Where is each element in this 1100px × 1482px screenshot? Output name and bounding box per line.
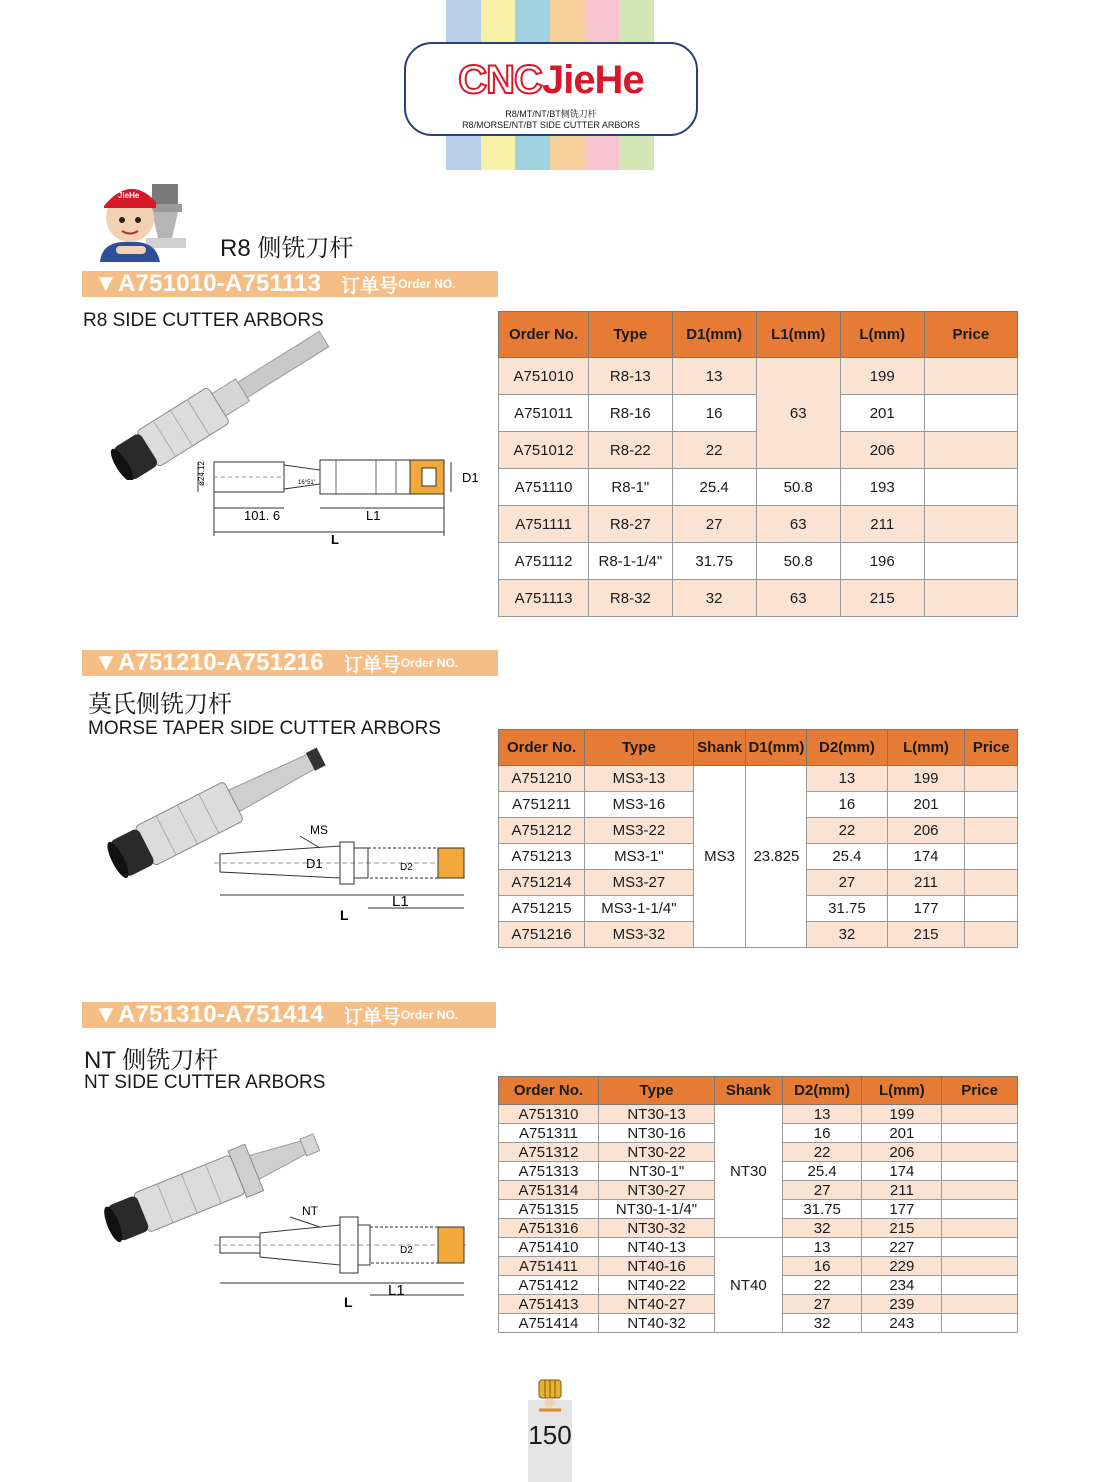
brand-cnc: CNC — [458, 58, 542, 102]
cell-type: MS3-1" — [585, 844, 694, 870]
cell-price — [924, 506, 1017, 543]
cell-price — [942, 1219, 1018, 1238]
cell-type: NT40-32 — [598, 1314, 714, 1333]
cell-shank-nt40: NT40 — [715, 1238, 783, 1333]
cell-d1: 31.75 — [672, 543, 756, 580]
morse-spec-table — [498, 729, 1018, 948]
cell-price — [942, 1124, 1018, 1143]
col-price: Price — [965, 730, 1018, 766]
morse-d2-label: D2 — [400, 862, 413, 873]
r8-dim-a-label: 101. 6 — [244, 508, 281, 523]
cell-d2: 27 — [807, 870, 887, 896]
table-row — [499, 469, 1018, 506]
cell-price — [965, 896, 1018, 922]
cell-price — [942, 1295, 1018, 1314]
col-order-no: Order No. — [499, 312, 589, 358]
table-row — [499, 580, 1018, 617]
section2-code-range: ▼A751210-A751216 — [94, 649, 324, 676]
cell-shank-merged: MS3 — [693, 766, 746, 948]
cell-order-no: A751216 — [499, 922, 585, 948]
cell-type: R8-32 — [589, 580, 672, 617]
cell-price — [924, 543, 1017, 580]
header-subtitle-en: R8/MORSE/NT/BT SIDE CUTTER ARBORS — [462, 120, 640, 130]
header-subtitle-cn: R8/MT/NT/BT侧铣刀杆 — [505, 109, 597, 119]
cell-l: 215 — [862, 1219, 942, 1238]
col-type: Type — [598, 1077, 714, 1105]
cell-order-no: A751414 — [499, 1314, 599, 1333]
cell-price — [942, 1181, 1018, 1200]
cell-order-no: A751211 — [499, 792, 585, 818]
nt-spec-table — [498, 1076, 1018, 1333]
morse-ms-label: MS — [310, 823, 328, 837]
section2-order-band — [82, 650, 498, 676]
col-price: Price — [924, 312, 1017, 358]
cell-l: 193 — [840, 469, 924, 506]
col-order-no: Order No. — [499, 1077, 599, 1105]
section2-title-cn: 莫氏侧铣刀杆 — [88, 691, 232, 718]
cell-type: MS3-16 — [585, 792, 694, 818]
cell-l: 227 — [862, 1238, 942, 1257]
col-shank: Shank — [715, 1077, 783, 1105]
cell-l: 211 — [862, 1181, 942, 1200]
cell-l: 174 — [862, 1162, 942, 1181]
cell-order-no: A751213 — [499, 844, 585, 870]
cell-l: 196 — [840, 543, 924, 580]
cell-type: NT30-1" — [598, 1162, 714, 1181]
section1-order-cn: 订单号 — [341, 275, 399, 297]
cell-l: 239 — [862, 1295, 942, 1314]
cell-type: NT40-22 — [598, 1276, 714, 1295]
cell-l: 199 — [840, 358, 924, 395]
cell-type: NT30-13 — [598, 1105, 714, 1124]
cell-price — [924, 580, 1017, 617]
table-row — [499, 1105, 1018, 1124]
cell-order-no: A751315 — [499, 1200, 599, 1219]
cell-l1: 63 — [756, 580, 840, 617]
section3-order-en: Order NO. — [400, 1008, 459, 1022]
cell-d2: 22 — [782, 1143, 862, 1162]
cell-l: 199 — [887, 766, 965, 792]
cell-d2: 13 — [807, 766, 887, 792]
cell-price — [924, 358, 1017, 395]
col-type: Type — [585, 730, 694, 766]
section3-code-range: ▼A751310-A751414 — [94, 1001, 324, 1028]
brand-jiehe: JieHe — [541, 58, 644, 102]
cell-order-no: A751010 — [499, 358, 589, 395]
cell-order-no: A751215 — [499, 896, 585, 922]
cell-price — [965, 922, 1018, 948]
cell-l: 215 — [887, 922, 965, 948]
cell-price — [924, 395, 1017, 432]
r8-angle-label: 16°51' — [298, 480, 315, 486]
cell-price — [942, 1238, 1018, 1257]
col-price: Price — [942, 1077, 1018, 1105]
table-row — [499, 506, 1018, 543]
morse-l-label: L — [340, 907, 349, 923]
cell-type: NT40-16 — [598, 1257, 714, 1276]
cell-type: MS3-32 — [585, 922, 694, 948]
cell-d1: 27 — [672, 506, 756, 543]
cell-order-no: A751012 — [499, 432, 589, 469]
section2-order-en: Order NO. — [400, 656, 459, 670]
nt-l1-label: L1 — [388, 1282, 405, 1299]
col-l1: L1(mm) — [756, 312, 840, 358]
cell-type: MS3-13 — [585, 766, 694, 792]
cell-order-no: A751411 — [499, 1257, 599, 1276]
r8-d1-label: D1 — [462, 470, 479, 485]
cell-price — [942, 1162, 1018, 1181]
col-d2: D2(mm) — [807, 730, 887, 766]
cell-l: 206 — [887, 818, 965, 844]
cell-d1: 22 — [672, 432, 756, 469]
col-d1: D1(mm) — [672, 312, 756, 358]
cell-d2: 13 — [782, 1105, 862, 1124]
col-l: L(mm) — [840, 312, 924, 358]
morse-dimension-drawing — [210, 820, 480, 930]
section1-code-range: ▼A751010-A751113 — [94, 270, 322, 297]
page-number: 150 — [528, 1420, 572, 1450]
col-order-no: Order No. — [499, 730, 585, 766]
cell-d2: 25.4 — [807, 844, 887, 870]
r8-l1-label: L1 — [366, 508, 381, 523]
cell-d2: 31.75 — [807, 896, 887, 922]
brand-logo — [404, 58, 698, 103]
cell-d2: 16 — [782, 1257, 862, 1276]
cell-d1: 13 — [672, 358, 756, 395]
cell-l: 243 — [862, 1314, 942, 1333]
cell-order-no: A751011 — [499, 395, 589, 432]
cell-type: NT30-27 — [598, 1181, 714, 1200]
cell-type: MS3-27 — [585, 870, 694, 896]
mascot-illustration — [92, 176, 200, 262]
col-d1: D1(mm) — [746, 730, 807, 766]
cell-price — [965, 870, 1018, 896]
cell-order-no: A751314 — [499, 1181, 599, 1200]
table-row — [499, 766, 1018, 792]
cell-d2: 25.4 — [782, 1162, 862, 1181]
cell-type: R8-22 — [589, 432, 672, 469]
cell-type: R8-1-1/4" — [589, 543, 672, 580]
cell-price — [942, 1105, 1018, 1124]
cell-type: R8-27 — [589, 506, 672, 543]
cell-l: 201 — [840, 395, 924, 432]
cell-price — [965, 766, 1018, 792]
morse-l1-label: L1 — [392, 893, 409, 910]
cell-d2: 32 — [807, 922, 887, 948]
cell-order-no: A751210 — [499, 766, 585, 792]
table-row — [499, 543, 1018, 580]
section2-title-en: MORSE TAPER SIDE CUTTER ARBORS — [88, 718, 441, 739]
section1-title-en: R8 SIDE CUTTER ARBORS — [83, 310, 324, 331]
r8-l-label: L — [331, 532, 339, 547]
nt-dimension-drawing — [210, 1195, 480, 1310]
col-l: L(mm) — [887, 730, 965, 766]
cell-d2: 22 — [782, 1276, 862, 1295]
cell-l: 201 — [862, 1124, 942, 1143]
cell-order-no: A751313 — [499, 1162, 599, 1181]
cell-d2: 16 — [782, 1124, 862, 1143]
cell-l1: 63 — [756, 506, 840, 543]
cell-order-no: A751312 — [499, 1143, 599, 1162]
r8-spec-table — [498, 311, 1018, 617]
table-header-row — [499, 312, 1018, 358]
cell-l: 215 — [840, 580, 924, 617]
cell-price — [924, 432, 1017, 469]
nt-d2-label: D2 — [400, 1245, 413, 1256]
cell-order-no: A751316 — [499, 1219, 599, 1238]
cell-price — [942, 1200, 1018, 1219]
cell-price — [965, 818, 1018, 844]
cell-d2: 27 — [782, 1295, 862, 1314]
r8-dia-label: ø24.12 — [197, 461, 206, 486]
cell-l: 229 — [862, 1257, 942, 1276]
cell-d2: 27 — [782, 1181, 862, 1200]
section3-order-cn: 订单号 — [343, 1006, 401, 1028]
cell-type: NT40-27 — [598, 1295, 714, 1314]
cell-price — [924, 469, 1017, 506]
mascot-cap-text: JieHe — [118, 191, 140, 200]
col-type: Type — [589, 312, 672, 358]
cell-order-no: A751113 — [499, 580, 589, 617]
section3-order-band — [82, 1002, 496, 1028]
cell-l: 177 — [887, 896, 965, 922]
cell-l: 174 — [887, 844, 965, 870]
cell-type: R8-13 — [589, 358, 672, 395]
cell-order-no: A751410 — [499, 1238, 599, 1257]
col-shank: Shank — [693, 730, 746, 766]
nt-nt-label: NT — [302, 1204, 318, 1218]
nt-l-label: L — [344, 1294, 353, 1310]
cell-l: 201 — [887, 792, 965, 818]
cell-d2: 22 — [807, 818, 887, 844]
section1-order-band — [82, 271, 498, 297]
cell-l: 211 — [887, 870, 965, 896]
col-l: L(mm) — [862, 1077, 942, 1105]
cell-type: NT30-1-1/4" — [598, 1200, 714, 1219]
cell-price — [942, 1143, 1018, 1162]
cell-price — [942, 1276, 1018, 1295]
section1-title-cn: R8 侧铣刀杆 — [220, 235, 354, 262]
table-header-row — [499, 730, 1018, 766]
cell-type: NT30-32 — [598, 1219, 714, 1238]
cell-l: 211 — [840, 506, 924, 543]
table-row — [499, 358, 1018, 395]
cell-l1: 50.8 — [756, 469, 840, 506]
cell-type: R8-1" — [589, 469, 672, 506]
cell-type: NT30-16 — [598, 1124, 714, 1143]
cell-order-no: A751310 — [499, 1105, 599, 1124]
cell-price — [942, 1314, 1018, 1333]
cell-order-no: A751311 — [499, 1124, 599, 1143]
cell-type: R8-16 — [589, 395, 672, 432]
cell-d2: 32 — [782, 1314, 862, 1333]
cell-price — [942, 1257, 1018, 1276]
cell-l: 206 — [862, 1143, 942, 1162]
section2-order-cn: 订单号 — [343, 654, 401, 676]
section1-order-en: Order NO. — [398, 277, 456, 291]
cell-d1: 32 — [672, 580, 756, 617]
cell-d2: 16 — [807, 792, 887, 818]
cell-order-no: A751111 — [499, 506, 589, 543]
cell-l1-merged: 63 — [756, 358, 840, 469]
cell-order-no: A751110 — [499, 469, 589, 506]
cell-d1-merged: 23.825 — [746, 766, 807, 948]
cell-order-no: A751412 — [499, 1276, 599, 1295]
cell-d1: 16 — [672, 395, 756, 432]
cell-order-no: A751212 — [499, 818, 585, 844]
cell-type: NT30-22 — [598, 1143, 714, 1162]
cell-type: NT40-13 — [598, 1238, 714, 1257]
cell-d2: 31.75 — [782, 1200, 862, 1219]
cell-order-no: A751112 — [499, 543, 589, 580]
cell-l: 177 — [862, 1200, 942, 1219]
cell-type: MS3-22 — [585, 818, 694, 844]
table-row — [499, 1238, 1018, 1257]
section3-title-en: NT SIDE CUTTER ARBORS — [84, 1072, 326, 1093]
cell-shank-nt30: NT30 — [715, 1105, 783, 1238]
cell-price — [965, 844, 1018, 870]
cell-order-no: A751413 — [499, 1295, 599, 1314]
morse-d1-label: D1 — [306, 856, 323, 871]
cell-d2: 32 — [782, 1219, 862, 1238]
cell-type: MS3-1-1/4" — [585, 896, 694, 922]
cell-order-no: A751214 — [499, 870, 585, 896]
col-d2: D2(mm) — [782, 1077, 862, 1105]
cell-l: 206 — [840, 432, 924, 469]
table-header-row — [499, 1077, 1018, 1105]
cell-l: 234 — [862, 1276, 942, 1295]
cell-d1: 25.4 — [672, 469, 756, 506]
cell-l1: 50.8 — [756, 543, 840, 580]
footer-mascot-icon — [533, 1376, 567, 1414]
section3-title-cn: NT 侧铣刀杆 — [84, 1047, 219, 1074]
cell-price — [965, 792, 1018, 818]
r8-dimension-drawing — [186, 440, 486, 550]
cell-d2: 13 — [782, 1238, 862, 1257]
cell-l: 199 — [862, 1105, 942, 1124]
